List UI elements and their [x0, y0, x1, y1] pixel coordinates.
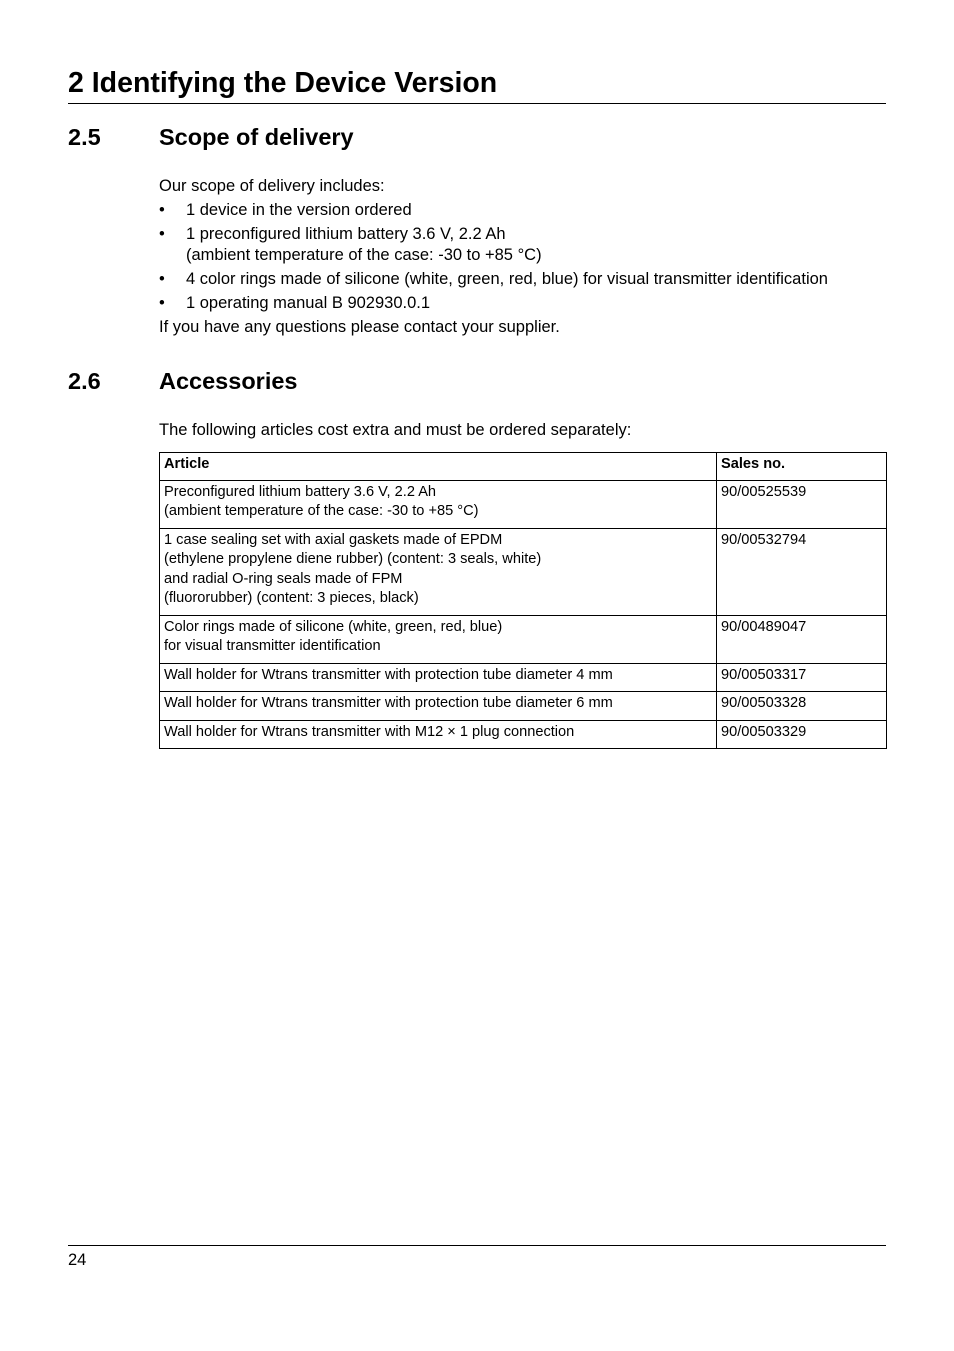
table-row — [160, 692, 887, 721]
sales-no-cell: 90/00532794 — [717, 528, 887, 615]
article-text: (ethylene propylene diene rubber) (content: 3 seals, white) — [164, 551, 542, 567]
article-text: Wall holder for Wtrans transmitter with M12 × 1 plug connection — [164, 723, 575, 740]
section-number: 2.6 — [68, 368, 101, 394]
column-header-sales-no: Sales no. — [717, 453, 887, 481]
table-row — [160, 528, 887, 615]
accessories-intro: The following articles cost extra and must be ordered separately: — [159, 421, 632, 439]
scope-closing: If you have any questions please contact your supplier. — [159, 318, 560, 336]
list-item-text: 1 preconfigured lithium battery 3.6 V, 2.2 Ah — [186, 225, 506, 243]
article-text: Wall holder for Wtrans transmitter with protection tube diameter 6 mm — [164, 695, 613, 711]
article-cell — [160, 663, 717, 692]
bullet-icon: • — [159, 269, 165, 288]
section-heading-scope — [68, 123, 354, 151]
article-cell — [160, 480, 717, 528]
section-heading-accessories — [68, 367, 298, 395]
scope-list — [159, 200, 828, 317]
list-item — [159, 269, 828, 290]
table-row — [160, 663, 887, 692]
list-item-text: 4 color rings made of silicone (white, green, red, blue) for visual transmitter identification — [186, 269, 828, 288]
list-item-text: (ambient temperature of the case: -30 to +85 °C) — [186, 245, 542, 264]
sales-no-cell: 90/00503329 — [717, 720, 887, 749]
article-text: and radial O-ring seals made of FPM — [164, 570, 403, 587]
article-text: Wall holder for Wtrans transmitter with protection tube diameter 4 mm — [164, 666, 613, 683]
list-item-text: 1 operating manual B 902930.0.1 — [186, 293, 431, 312]
footer-divider — [68, 1245, 886, 1246]
sales-no-cell: 90/00525539 — [717, 480, 887, 528]
table-row — [160, 615, 887, 663]
article-cell — [160, 528, 717, 615]
article-cell — [160, 692, 717, 721]
column-header-article: Article — [160, 453, 717, 481]
list-item-text: 1 device in the version ordered — [186, 201, 412, 219]
list-item — [159, 224, 828, 265]
article-text: (ambient temperature of the case: -30 to +85 °C) — [164, 503, 479, 519]
list-item — [159, 200, 828, 221]
table-header-row — [160, 453, 887, 481]
article-text: 1 case sealing set with axial gaskets made of EPDM — [164, 531, 503, 548]
sales-no-cell: 90/00489047 — [717, 615, 887, 663]
page-number: 24 — [68, 1251, 87, 1269]
chapter-title: 2 Identifying the Device Version — [68, 67, 498, 99]
bullet-icon: • — [159, 293, 165, 312]
section-title: Scope of delivery — [159, 124, 354, 150]
section-number: 2.5 — [68, 124, 101, 150]
article-text: Preconfigured lithium battery 3.6 V, 2.2 Ah — [164, 483, 437, 500]
article-text: for visual transmitter identification — [164, 638, 381, 654]
chapter-divider — [68, 103, 886, 104]
scope-intro: Our scope of delivery includes: — [159, 177, 385, 195]
list-item — [159, 293, 828, 314]
article-cell — [160, 720, 717, 749]
bullet-icon: • — [159, 201, 165, 219]
bullet-icon: • — [159, 225, 165, 243]
article-text: Color rings made of silicone (white, green, red, blue) — [164, 618, 503, 635]
section-title: Accessories — [159, 368, 298, 394]
table-row — [160, 720, 887, 749]
sales-no-cell: 90/00503317 — [717, 663, 887, 692]
sales-no-cell: 90/00503328 — [717, 692, 887, 721]
article-cell — [160, 615, 717, 663]
accessories-table — [159, 452, 887, 749]
article-text: (fluororubber) (content: 3 pieces, black) — [164, 590, 419, 606]
table-row — [160, 480, 887, 528]
